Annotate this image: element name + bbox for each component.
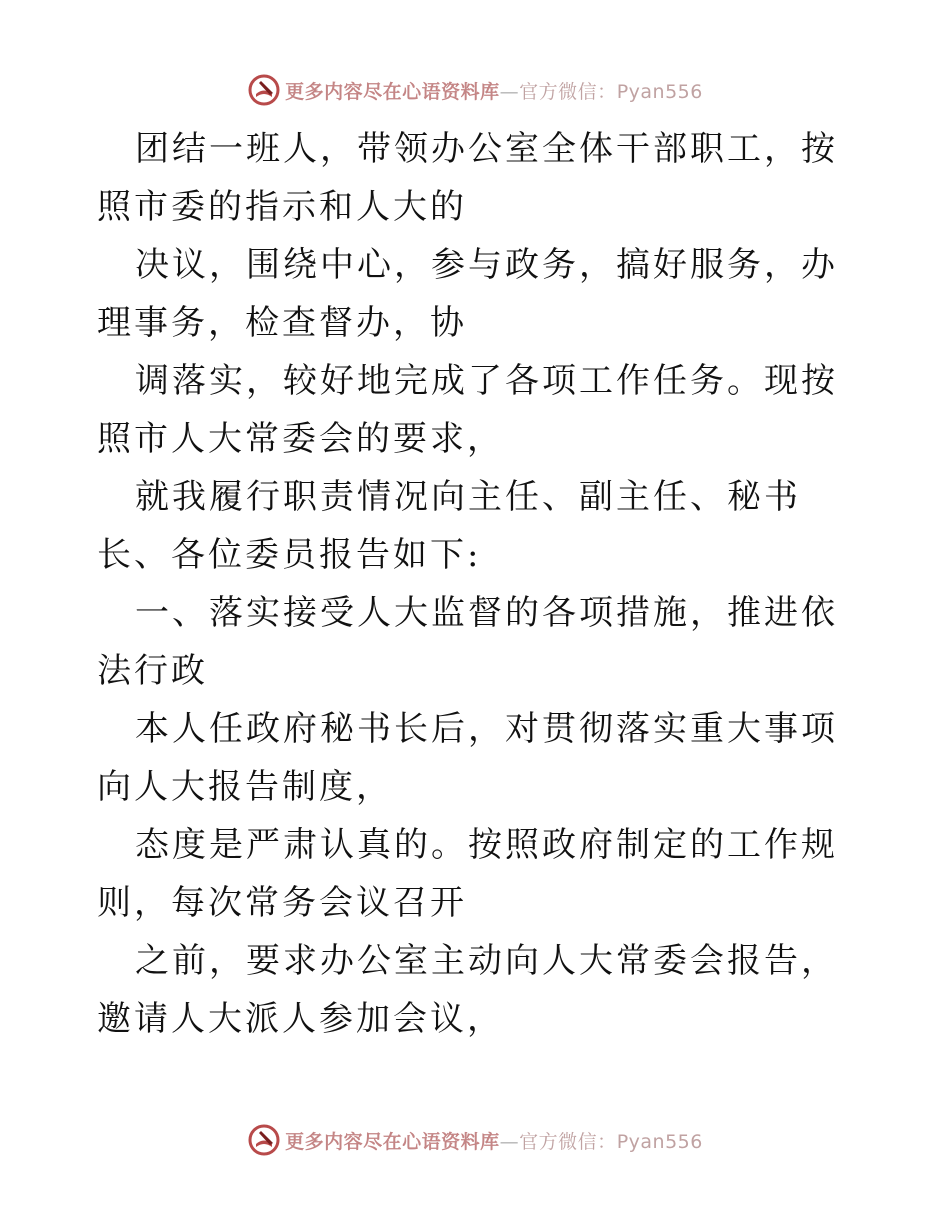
paragraph: 决议，围绕中心，参与政务，搞好服务，办理事务，检查督办，协	[97, 245, 838, 343]
section-heading: 一、落实接受人大监督的各项措施，推进依法行政	[97, 593, 838, 691]
paragraph: 本人任政府秘书长后，对贯彻落实重大事项向人大报告制度，	[97, 709, 838, 807]
banner-separator: —	[499, 1130, 520, 1153]
footer-banner	[0, 1120, 950, 1160]
banner-main-text: 更多内容尽在心语资料库	[285, 80, 500, 103]
book-pen-logo-icon	[247, 73, 281, 107]
paragraph: 调落实，较好地完成了各项工作任务。现按照市人大常委会的要求，	[97, 361, 838, 459]
banner-text	[285, 1127, 703, 1154]
document-body	[97, 120, 857, 1048]
paragraph: 态度是严肃认真的。按照政府制定的工作规则，每次常务会议召开	[97, 825, 838, 923]
banner-main-text: 更多内容尽在心语资料库	[285, 1130, 500, 1153]
banner-account: Pyan556	[616, 80, 703, 103]
paragraph: 之前，要求办公室主动向人大常委会报告，邀请人大派人参加会议，	[97, 941, 838, 1039]
book-pen-logo-icon	[247, 1123, 281, 1157]
paragraph: 就我履行职责情况向主任、副主任、秘书长、各位委员报告如下:	[97, 477, 801, 575]
banner-separator: —	[499, 80, 520, 103]
header-banner	[0, 70, 950, 110]
paragraph: 团结一班人，带领办公室全体干部职工，按照市委的指示和人大的	[97, 129, 838, 227]
banner-label: 官方微信：	[519, 1130, 617, 1153]
banner-text	[285, 77, 703, 104]
banner-account: Pyan556	[616, 1130, 703, 1153]
banner-label: 官方微信：	[519, 80, 617, 103]
